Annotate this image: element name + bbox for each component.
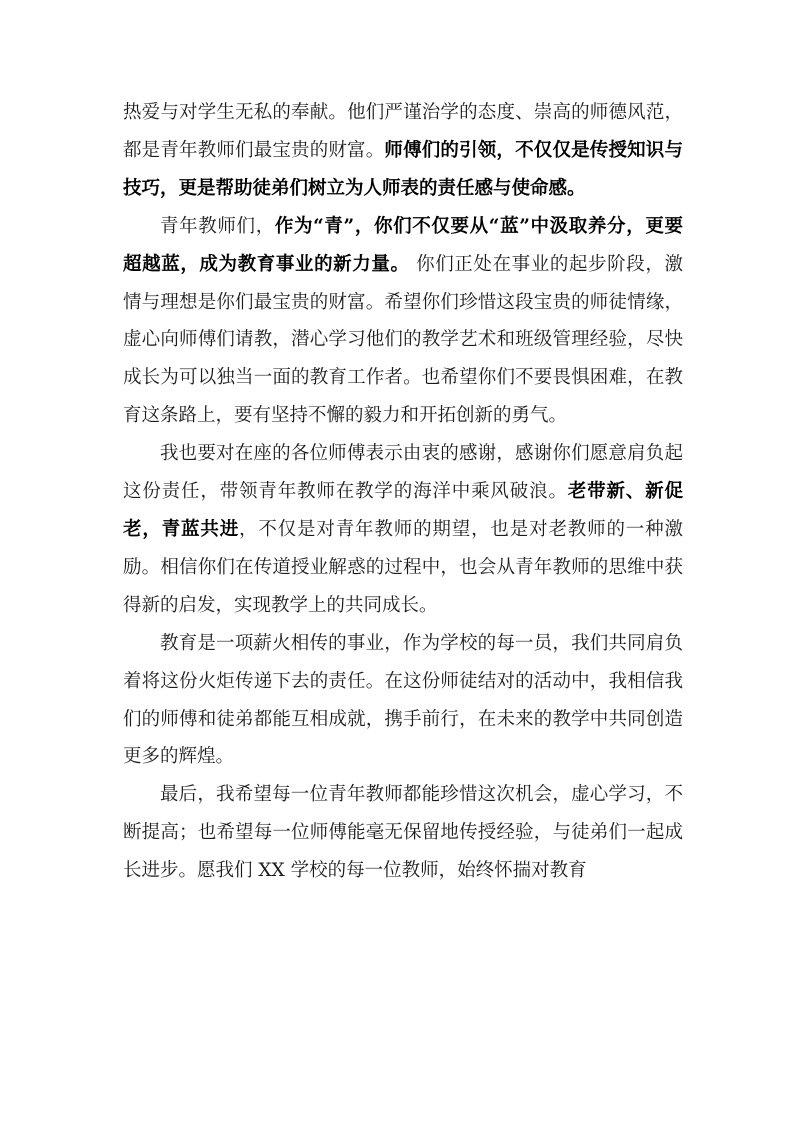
document-body (123, 94, 683, 890)
paragraph-3-run-3: ，不仅是对青年教师的期望，也是对老教师的一种激励。相信你们在传道授业解惑的过程中，也会从青年教师的思维中获得新的启发，实现教学上的共同成长。 (123, 518, 683, 616)
paragraph-4 (123, 625, 683, 777)
paragraph-5 (123, 776, 683, 890)
paragraph-3-run-1: 我也要对在座的各位师傅表示由衷的感谢，感谢你们愿意肩负起这份责任，带领青年教师在教学的海洋中乘风破浪。 (123, 443, 683, 503)
paragraph-2-run-3: 你们正处在事业的起步阶段，激情与理想是你们最宝贵的财富。希望你们珍惜这段宝贵的师徒情缘，虚心向师傅们请教，潜心学习他们的教学艺术和班级管理经验，尽快成长为可以独当一面的教育工作者。也希望你们不要畏惧困难，在教育这条路上，要有坚持不懈的毅力和开拓创新的勇气。 (123, 253, 683, 427)
paragraph-2-run-1: 青年教师们， (160, 215, 275, 237)
paragraph-3-run-2-bold: 老带新、新促老，青蓝共进 (123, 481, 683, 540)
paragraph-3 (123, 435, 683, 625)
paragraph-1-run-1: 热爱与对学生无私的奉献。他们严谨治学的态度、崇高的师德风范，都是青年教师们最宝贵的财富。 (123, 102, 683, 161)
paragraph-2 (123, 208, 683, 435)
paragraph-4-run-1: 教育是一项薪火相传的事业，作为学校的每一员，我们共同肩负着将这份火炬传递下去的责任。在这份师徒结对的活动中，我相信我们的师傅和徒弟都能互相成就，携手前行，在未来的教学中共同创造更多的辉煌。 (123, 632, 683, 768)
paragraph-1 (123, 94, 683, 208)
paragraph-1-run-2-bold: 师傅们的引领，不仅仅是传授知识与技巧，更是帮助徒弟们树立为人师表的责任感与使命感。 (123, 139, 683, 199)
paragraph-5-run-1: 最后，我希望每一位青年教师都能珍惜这次机会，虚心学习，不断提高；也希望每一位师傅能毫无保留地传授经验，与徒弟们一起成长进步。愿我们 XX 学校的每一位教师，始终怀揣对教育 (123, 784, 683, 882)
paragraph-2-run-2-bold: 作为“青”，你们不仅要从“蓝”中汲取养分，更要超越蓝，成为教育事业的新力量。 (123, 215, 683, 275)
